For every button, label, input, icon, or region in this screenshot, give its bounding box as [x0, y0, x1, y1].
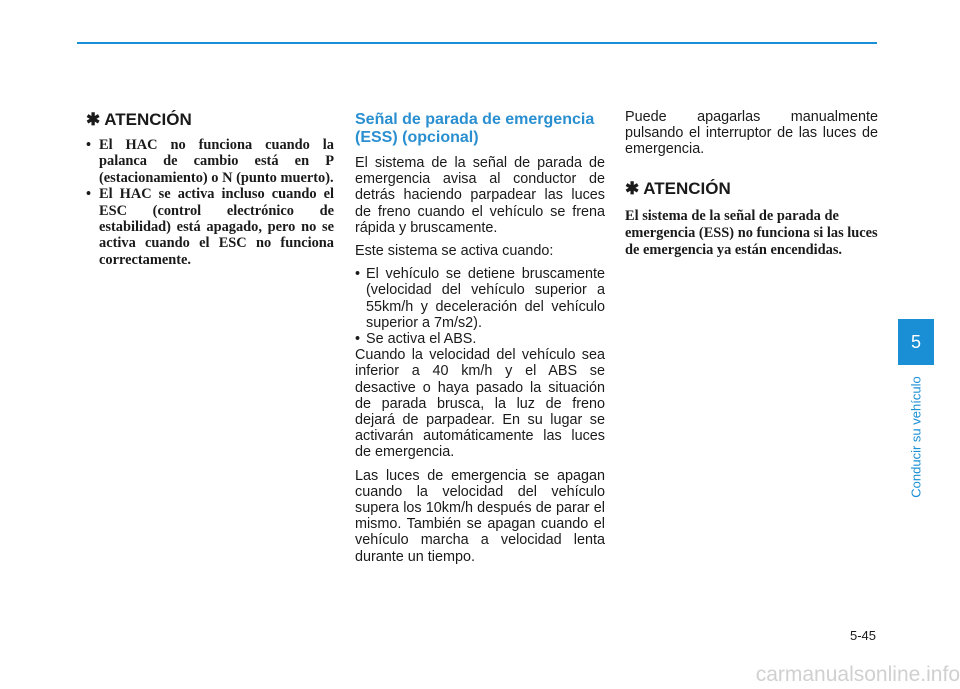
attention-list [86, 137, 334, 268]
section-title: Señal de parada de emergencia (ESS) (opcional) [355, 111, 595, 146]
conditions-list [355, 266, 605, 347]
paragraph: El sistema de la señal de parada de emergencia avisa al conductor de detrás haciendo parpadear las luces de freno cuando el vehículo se frena rápida y bruscamente. [355, 155, 605, 236]
list-item: • El vehículo se detiene bruscamente (velocidad del vehículo superior a 55km/h y deceleración del vehículo superior a 7m/s2). [355, 266, 605, 331]
paragraph: Las luces de emergencia se apagan cuando la velocidad del vehículo supera los 10km/h después de parar el mismo. También se apagan cuando el vehículo marcha a velocidad lenta durante un tiempo. [355, 467, 605, 565]
list-item: • El HAC no funciona cuando la palanca de cambio está en P (estacionamiento) o N (punto muerto). [86, 137, 334, 186]
watermark: carmanualsonline.info [755, 663, 960, 686]
asterisk-icon: ✱ [625, 178, 640, 198]
list-item: • El HAC se activa incluso cuando el ESC (control electrónico de estabilidad) está apagado, pero no se activa cuando el ESC no funciona correctamente. [86, 186, 334, 268]
asterisk-icon: ✱ [86, 110, 101, 129]
attention-text: El sistema de la señal de parada de emergencia (ESS) no funciona si las luces de emergencia ya están encendidas. [625, 207, 878, 258]
paragraph: Cuando la velocidad del vehículo sea inferior a 40 km/h y el ABS se desactive o haya pasado la situación de parada brusca, la luz de freno dejará de parpadear. En su lugar se activarán automáticamente las luces de emergencia. [355, 347, 605, 461]
attention-heading [625, 178, 878, 200]
chapter-number: 5 [910, 331, 921, 352]
column-right [625, 109, 878, 259]
attention-title: ATENCIÓN [104, 110, 192, 129]
paragraph: Este sistema se activa cuando: [355, 243, 554, 260]
attention-heading [86, 109, 334, 131]
column-left [86, 109, 334, 268]
list-item: • Se activa el ABS. [355, 331, 605, 347]
top-rule [77, 42, 877, 44]
page-number: 5-45 [849, 628, 876, 643]
column-middle [355, 109, 605, 565]
attention-title: ATENCIÓN [643, 178, 731, 198]
chapter-label: Conducir su vehículo [908, 376, 924, 498]
chapter-tab [898, 319, 934, 365]
paragraph: Puede apagarlas manualmente pulsando el interruptor de las luces de emergencia. [625, 109, 878, 158]
